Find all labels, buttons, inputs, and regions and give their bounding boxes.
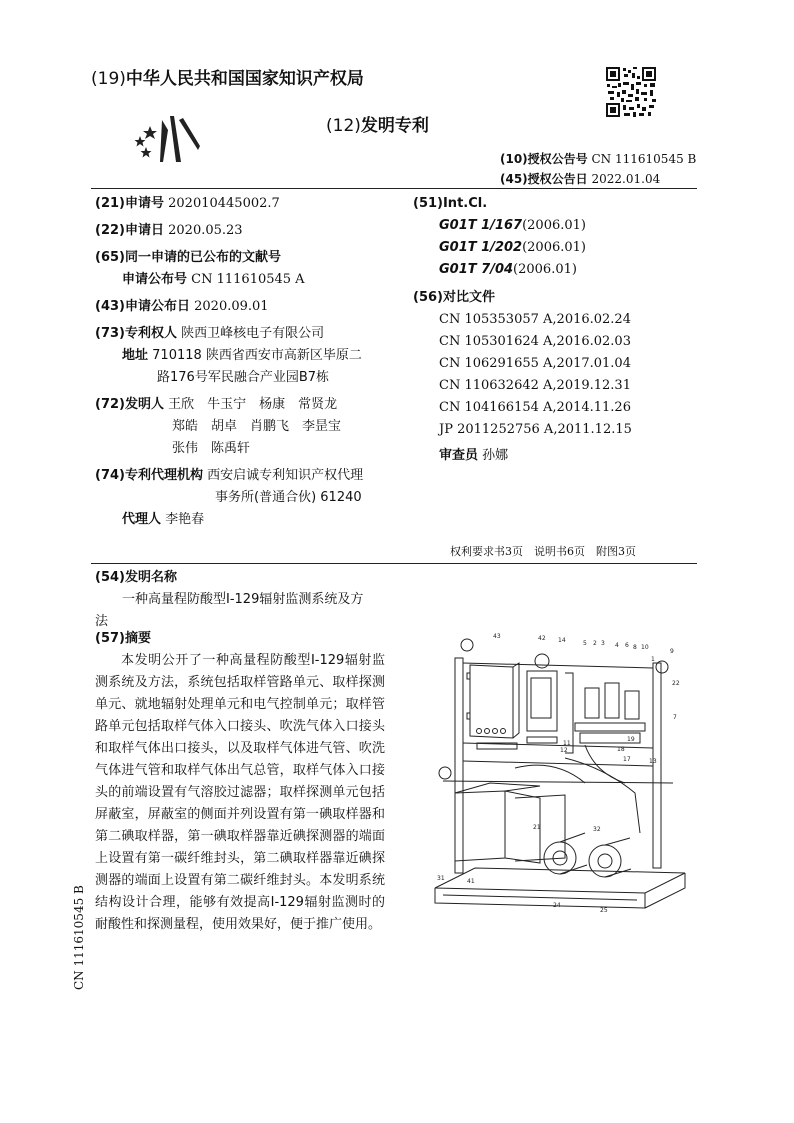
- grant-pub-no: (10)授权公告号 CN 111610545 B: [500, 152, 697, 166]
- abstract-label: (57)摘要: [95, 631, 151, 646]
- title-line2: 法: [95, 614, 109, 629]
- abstract-text: 本发明公开了一种高量程防酸型I-129辐射监测系统及方法，系统包括取样管路单元、取样探测单元、就地辐射处理单元和电气控制单元；取样管路单元包括取样气体入口接头、吹洗气体入口接头和取样气体出口接头，以及取样气体进气管、吹洗气体进气管和取样气体出气总管，取样气体入口接头的前端设置有气溶胶过滤器；取样探测单元包括屏蔽室，屏蔽室的侧面并列设置有第一碘取样器和第二碘取样器，第一碘取样器靠近碘探测器的端面上设置有第一碳纤维封头，第二碘取样器靠近碘探测器的端面上设置有第二碳纤维封头。本发明系统结构设计合理，能够有效提高I-129辐射监测时的耐酸性和探测量程，使用效果好，便于推广使用。: [95, 653, 385, 932]
- intcl-label: (51)Int.Cl.: [413, 196, 488, 211]
- figure-label: 6: [625, 642, 629, 649]
- app-date: (22)申请日 2020.05.23: [95, 223, 243, 238]
- figure-label: 21: [533, 824, 541, 831]
- figure-label: 1: [651, 656, 655, 663]
- figure-label: 7: [673, 714, 677, 721]
- inventors-2: 郑皓 胡卓 肖鹏飞 李昰宝: [172, 419, 342, 434]
- pages-info: 权利要求书3页 说明书6页 附图3页: [450, 545, 636, 558]
- patentee: (73)专利权人 陕西卫峰核电子有限公司: [95, 326, 325, 341]
- figure-label: 22: [672, 680, 680, 687]
- refs-list: [413, 309, 703, 441]
- figure-label: 9: [670, 648, 674, 655]
- ipc-2: G01T 1/202(2006.01): [439, 240, 586, 255]
- figure-label: 4: [615, 642, 619, 649]
- agent: 代理人 李艳春: [122, 512, 205, 527]
- inventors: (72)发明人 王欣 牛玉宁 杨康 常贤龙: [95, 397, 338, 412]
- ref-item: JP 2011252756 A,2011.12.15: [439, 422, 632, 437]
- app-no: (21)申请号 202010445002.7: [95, 196, 280, 211]
- ref-item: CN 105301624 A,2016.02.03: [439, 334, 631, 349]
- side-pub-no: CN 111610545 B: [72, 885, 86, 990]
- figure-label: 8: [633, 644, 637, 651]
- figure-label: 3: [601, 640, 605, 647]
- ref-item: CN 104166154 A,2014.11.26: [439, 400, 631, 415]
- pub-date: (43)申请公布日 2020.09.01: [95, 299, 269, 314]
- pub-no: 申请公布号 CN 111610545 A: [122, 272, 305, 287]
- figure-label: 10: [641, 644, 649, 651]
- figure-label: 31: [437, 875, 445, 882]
- figure-label: 12: [560, 747, 568, 754]
- examiner: 审查员 孙娜: [439, 448, 509, 463]
- address: 地址 710118 陕西省西安市高新区毕原二: [122, 348, 362, 363]
- figure-label: 11: [563, 740, 571, 747]
- cnipa-logo: [130, 110, 206, 168]
- agency-2: 事务所(普通合伙) 61240: [215, 490, 362, 505]
- office-line: (19)中华人民共和国国家知识产权局: [91, 69, 364, 89]
- ref-item: CN 105353057 A,2016.02.24: [439, 312, 631, 327]
- figure-label: 25: [600, 907, 608, 914]
- ref-item: CN 110632642 A,2019.12.31: [439, 378, 631, 393]
- title-block: [95, 567, 395, 633]
- ipc-3: G01T 7/04(2006.01): [439, 262, 577, 277]
- inventors-3: 张伟 陈禹轩: [172, 441, 251, 456]
- figure-label: 24: [553, 902, 561, 909]
- figure-label: 43: [493, 633, 501, 640]
- doc-type-line: (12)发明专利: [326, 116, 429, 136]
- bibliographic-right: [413, 193, 703, 467]
- figure-label: 5: [583, 640, 587, 647]
- agency: (74)专利代理机构 西安启诚专利知识产权代理: [95, 468, 364, 483]
- bibliographic-left: [95, 193, 405, 531]
- figure-label: 41: [467, 878, 475, 885]
- same-app: (65)同一申请的已公布的文献号: [95, 250, 281, 265]
- abstract-figure: [415, 633, 700, 918]
- ref-item: CN 106291655 A,2017.01.04: [439, 356, 631, 371]
- title-label: (54)发明名称: [95, 570, 177, 585]
- qr-code: [606, 67, 656, 117]
- title-line1: 一种高量程防酸型I-129辐射监测系统及方: [122, 592, 364, 607]
- figure-label: 19: [627, 736, 635, 743]
- header-divider: [91, 188, 697, 189]
- pages-divider: [91, 563, 697, 564]
- figure-label: 42: [538, 635, 546, 642]
- figure-label: 32: [593, 826, 601, 833]
- refs-label: (56)对比文件: [413, 290, 495, 305]
- figure-label: 17: [623, 756, 631, 763]
- figure-label: 14: [558, 637, 566, 644]
- figure-label: 2: [593, 640, 597, 647]
- figure-label: 18: [617, 746, 625, 753]
- address-cont: 路176号军民融合产业园B7栋: [157, 370, 330, 385]
- figure-label: 13: [649, 758, 657, 765]
- ipc-1: G01T 1/167(2006.01): [439, 218, 586, 233]
- grant-date: (45)授权公告日 2022.01.04: [500, 172, 661, 186]
